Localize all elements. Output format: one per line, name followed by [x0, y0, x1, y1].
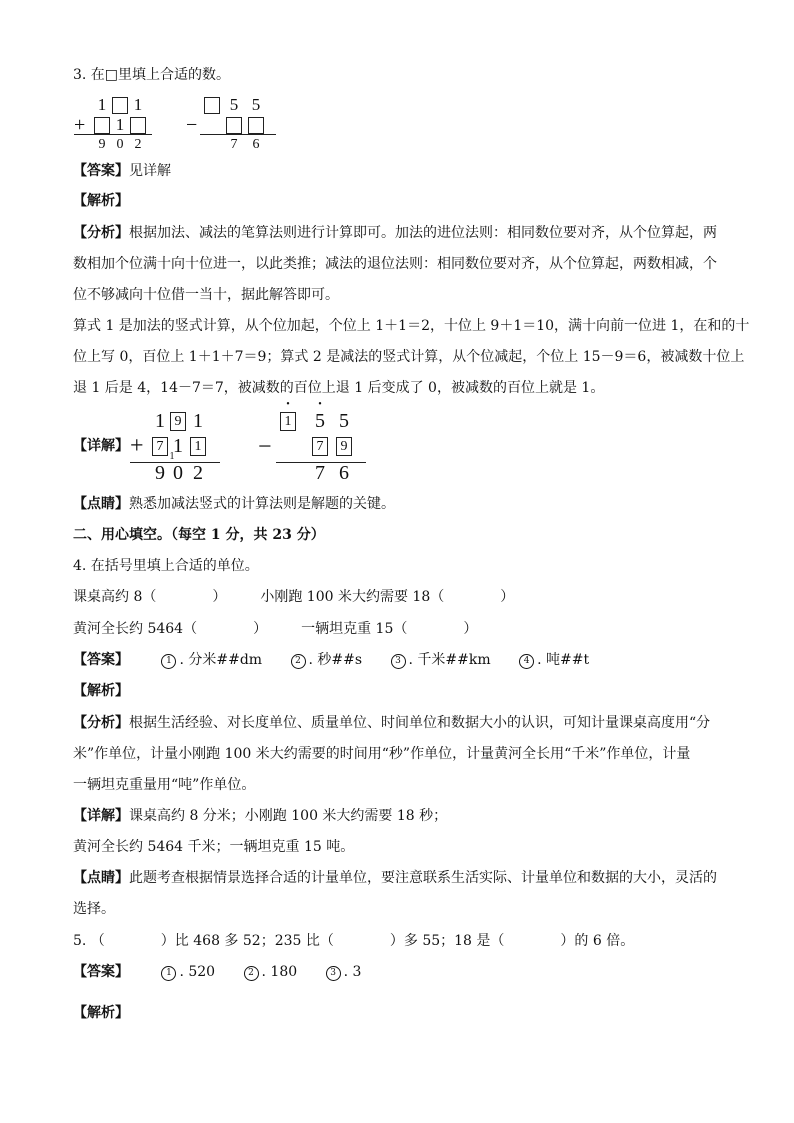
blank-box[interactable] [204, 97, 220, 114]
filled-box: 7 [152, 437, 168, 456]
answer-line-q5 [73, 963, 361, 981]
fill-line [73, 620, 477, 638]
fenxi-tag: 【分析】 [73, 225, 129, 241]
blank-box[interactable] [112, 97, 128, 114]
blank-box[interactable] [130, 117, 146, 134]
digit: 9 [155, 462, 165, 484]
point-line-q4 [73, 869, 717, 887]
detail-tag: 【详解】 [73, 808, 129, 824]
answer-option: . 520 [179, 964, 216, 980]
fenxi-tag: 【分析】 [73, 715, 129, 731]
analysis-tag: 【解析】 [73, 683, 129, 699]
circled-number: 2 [291, 654, 306, 669]
plus-sign: + [74, 114, 86, 136]
analysis-line: 数相加个位满十向十位进一，以此类推；减法的退位法则：相同数位要对齐，从个位算起，两数相减，个 [73, 256, 717, 272]
fill-item: 课桌高约 8（ ） [73, 589, 227, 605]
solved-subtraction [258, 399, 368, 486]
point-text: 此题考查根据情景选择合适的计量单位，要注意联系生活实际、计量单位和数据的大小，灵活的 [129, 870, 717, 886]
digit: 1 [115, 115, 125, 134]
fill-item: 一辆坦克重 15（ ） [301, 621, 478, 637]
fill-line [73, 588, 514, 606]
blank-box[interactable] [226, 117, 242, 134]
filled-box: 1 [190, 437, 206, 456]
carry-digit: 1 [169, 451, 175, 462]
calculation-line: 算式 1 是加法的竖式计算，从个位加起，个位上 1＋1＝2，十位上 9＋1＝10，满十向前一位进 1，在和的十 [73, 318, 750, 334]
blank-box[interactable] [248, 117, 264, 134]
point-tag: 【点睛】 [73, 496, 129, 512]
question-5-title: 5. （ ）比 468 多 52；235 比（ ）多 55；18 是（ ）的 6 倍。 [73, 933, 635, 949]
answer-option: . 秒##s [308, 652, 363, 668]
answer-line-q3 [73, 162, 171, 180]
answer-option: . 千米##km [408, 652, 491, 668]
digit: 1 [97, 95, 107, 114]
analysis-tag: 【解析】 [73, 193, 129, 209]
fill-item: 黄河全长约 5464（ ） [73, 621, 268, 637]
fill-item: 小刚跑 100 米大约需要 18（ ） [260, 589, 515, 605]
digit: 0 [173, 462, 183, 484]
circled-number: 2 [244, 966, 259, 981]
answer-line-q4 [73, 651, 589, 669]
detail-line [73, 807, 447, 825]
analysis-line: 位不够减向十位借一当十，据此解答即可。 [73, 287, 339, 303]
point-line: 选择。 [73, 901, 115, 917]
digit: 7 [315, 462, 325, 484]
digit: 5 [229, 95, 239, 114]
circled-number: 1 [161, 966, 176, 981]
solved-addition [130, 410, 230, 486]
answer-option: . 吨##t [537, 652, 590, 668]
point-text: 熟悉加减法竖式的计算法则是解题的关键。 [129, 496, 395, 512]
digit: 1 [155, 410, 165, 432]
calculation-line: 位上写 0，百位上 1＋1＋7＝9；算式 2 是减法的竖式计算，从个位减起，个位上 15－9＝6，被减数十位上 [73, 349, 745, 365]
circled-number: 4 [519, 654, 534, 669]
digit: 7 [230, 137, 238, 152]
digit: 1 [173, 435, 183, 457]
minus-sign: − [258, 434, 272, 460]
calculation-line: 退 1 后是 4，14－7＝7，被减数的百位上退 1 后变成了 0，被减数的百位上就是 1。 [73, 380, 605, 396]
digit: 6 [339, 462, 349, 484]
analysis-text: 根据生活经验、对长度单位、质量单位、时间单位和数据大小的认识，可知计量课桌高度用“分 [129, 715, 711, 731]
answer-option: . 分米##dm [179, 652, 263, 668]
answer-tag: 【答案】 [73, 163, 129, 179]
answer-tag: 【答案】 [73, 652, 129, 668]
blank-box[interactable] [94, 117, 110, 134]
digit: 0 [116, 137, 124, 152]
difference-line [200, 134, 276, 135]
digit: 9 [98, 137, 106, 152]
answer-option: . 3 [343, 964, 362, 980]
point-line-q3 [73, 495, 395, 513]
circled-number: 3 [326, 966, 341, 981]
question-3-title: 3. 在□里填上合适的数。 [73, 67, 231, 83]
question-4-title: 4. 在括号里填上合适的单位。 [73, 558, 259, 574]
digit: 2 [193, 462, 203, 484]
detail-tag: 【详解】 [73, 438, 129, 454]
plus-sign: + [130, 433, 144, 459]
borrow-dot: • [318, 399, 322, 410]
answer-text: 见详解 [129, 163, 171, 179]
borrow-dot: • [286, 399, 290, 410]
circled-number: 1 [161, 654, 176, 669]
digit: 1 [133, 95, 143, 114]
digit: 2 [134, 137, 142, 152]
analysis-text: 根据加法、减法的笔算法则进行计算即可。加法的进位法则：相同数位要对齐，从个位算起，两 [129, 225, 717, 241]
analysis-line [73, 714, 710, 732]
digit: 5 [251, 95, 261, 114]
digit: 5 [339, 410, 349, 432]
vertical-addition-problem [74, 96, 164, 156]
filled-box: 9 [170, 412, 186, 431]
point-tag: 【点睛】 [73, 870, 129, 886]
answer-tag: 【答案】 [73, 964, 129, 980]
analysis-tag: 【解析】 [73, 1005, 129, 1021]
detail-line: 黄河全长约 5464 千米；一辆坦克重 15 吨。 [73, 839, 355, 855]
sum-line [74, 134, 152, 135]
analysis-line [73, 224, 717, 242]
vertical-subtraction-problem [186, 96, 286, 156]
minus-sign: − [186, 114, 198, 136]
filled-box: 7 [312, 437, 328, 456]
section-heading: 二、用心填空。（每空 1 分，共 23 分） [73, 527, 325, 543]
digit: 1 [193, 410, 203, 432]
analysis-line: 一辆坦克重量用“吨”作单位。 [73, 777, 256, 793]
analysis-line: 米”作单位，计量小刚跑 100 米大约需要的时间用“秒”作单位，计量黄河全长用“千米”作单位，计量 [73, 746, 691, 762]
circled-number: 3 [391, 654, 406, 669]
digit: 5 [315, 410, 325, 432]
filled-box: 9 [336, 437, 352, 456]
filled-box: 1 [280, 412, 296, 431]
answer-option: . 180 [261, 964, 298, 980]
digit: 6 [252, 137, 260, 152]
detail-text: 课桌高约 8 分米；小刚跑 100 米大约需要 18 秒； [129, 808, 448, 824]
